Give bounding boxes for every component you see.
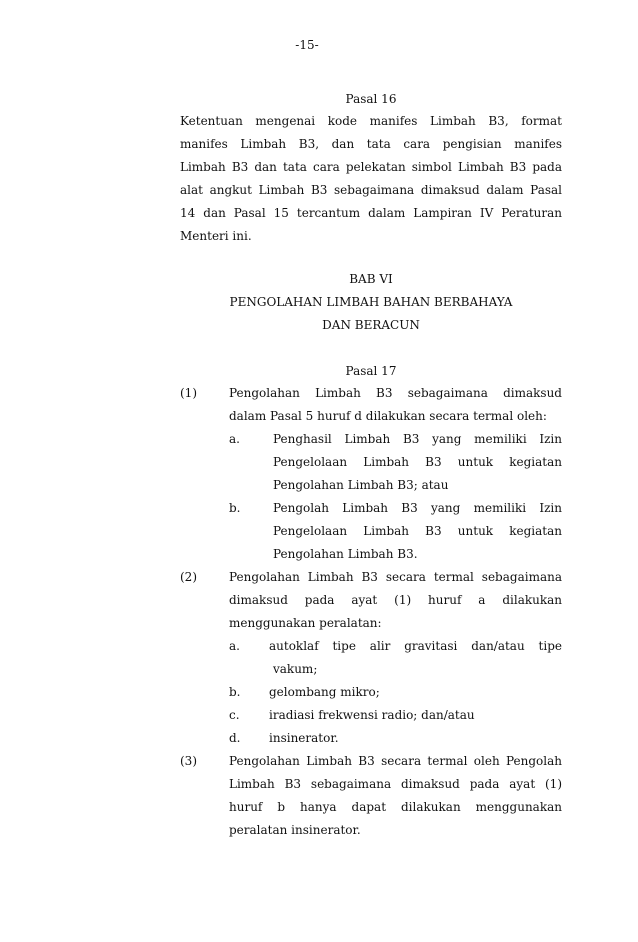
pasal-16-title: Pasal 16 (345, 92, 397, 106)
page-number: -15- (295, 38, 319, 52)
text-line: dimaksud pada ayat (1) huruf a dilakukan (229, 593, 562, 607)
bab-title: BAB VI (349, 272, 393, 286)
ayat-3-row-1 (0, 750, 638, 773)
ayat-2-row-3 (0, 612, 638, 635)
ayat-number: (1) (180, 386, 197, 400)
text-line: vakum; (273, 662, 318, 676)
text-line: Pengolahan Limbah B3 secara termal oleh Pengolah (229, 754, 562, 768)
text-line: 14 dan Pasal 15 tercantum dalam Lampiran IV Peraturan (180, 206, 562, 220)
bab-subtitle-line2: DAN BERACUN (322, 318, 420, 332)
text-line: manifes Limbah B3, dan tata cara pengisian manifes (180, 137, 562, 151)
text-line: menggunakan peralatan: (229, 616, 382, 630)
text-line: iradiasi frekwensi radio; dan/atau (269, 708, 475, 722)
ayat-1-item-b-row-3 (0, 543, 638, 566)
ayat-2-item-a-row-1 (0, 635, 638, 658)
text-line: Pengolahan Limbah B3 secara termal sebagaimana (229, 570, 562, 584)
ayat-2-item-b (0, 681, 638, 704)
ayat-2-item-c (0, 704, 638, 727)
text-line: peralatan insinerator. (229, 823, 361, 837)
ayat-2-item-a-row-2 (0, 658, 638, 681)
ayat-1-item-b-row-1 (0, 497, 638, 520)
ayat-1-item-a-row-1 (0, 428, 638, 451)
ayat-1-item-a-row-3 (0, 474, 638, 497)
ayat-number: (3) (180, 754, 197, 768)
text-line: autoklaf tipe alir gravitasi dan/atau tipe (269, 639, 562, 653)
text-line: gelombang mikro; (269, 685, 380, 699)
ayat-1-item-a-row-2 (0, 451, 638, 474)
text-line: huruf b hanya dapat dilakukan menggunakan (229, 800, 562, 814)
pasal-16-body (180, 110, 562, 248)
ayat-3-row-2 (0, 773, 638, 796)
text-line: insinerator. (269, 731, 339, 745)
ayat-1-row-1 (0, 382, 638, 405)
ayat-2-row-1 (0, 566, 638, 589)
pasal-17-title: Pasal 17 (345, 364, 397, 378)
ayat-1-row-2 (0, 405, 638, 428)
text-line: Penghasil Limbah B3 yang memiliki Izin (273, 432, 562, 446)
text-line: Pengelolaan Limbah B3 untuk kegiatan (273, 455, 562, 469)
item-letter: c. (229, 708, 240, 722)
text-line: Limbah B3 sebagaimana dimaksud pada ayat (1) (229, 777, 562, 791)
item-letter: d. (229, 731, 241, 745)
text-line: dalam Pasal 5 huruf d dilakukan secara termal oleh: (229, 409, 547, 423)
text-line: Limbah B3 dan tata cara pelekatan simbol Limbah B3 pada (180, 160, 562, 174)
text-line: Ketentuan mengenai kode manifes Limbah B3, format (180, 114, 562, 128)
text-line: Pengelolaan Limbah B3 untuk kegiatan (273, 524, 562, 538)
item-letter: b. (229, 685, 241, 699)
item-letter: a. (229, 639, 240, 653)
text-line: Pengolah Limbah B3 yang memiliki Izin (273, 501, 562, 515)
text-line: Pengolahan Limbah B3; atau (273, 478, 449, 492)
text-line: alat angkut Limbah B3 sebagaimana dimaksud dalam Pasal (180, 183, 562, 197)
item-letter: a. (229, 432, 240, 446)
ayat-number: (2) (180, 570, 197, 584)
text-line: Pengolahan Limbah B3 sebagaimana dimaksud (229, 386, 562, 400)
ayat-3-row-4 (0, 819, 638, 842)
item-letter: b. (229, 501, 241, 515)
bab-subtitle-line1: PENGOLAHAN LIMBAH BAHAN BERBAHAYA (229, 295, 513, 309)
text-line: Pengolahan Limbah B3. (273, 547, 418, 561)
ayat-1-item-b-row-2 (0, 520, 638, 543)
ayat-2-item-d (0, 727, 638, 750)
ayat-2-row-2 (0, 589, 638, 612)
text-line: Menteri ini. (180, 229, 252, 243)
ayat-3-row-3 (0, 796, 638, 819)
